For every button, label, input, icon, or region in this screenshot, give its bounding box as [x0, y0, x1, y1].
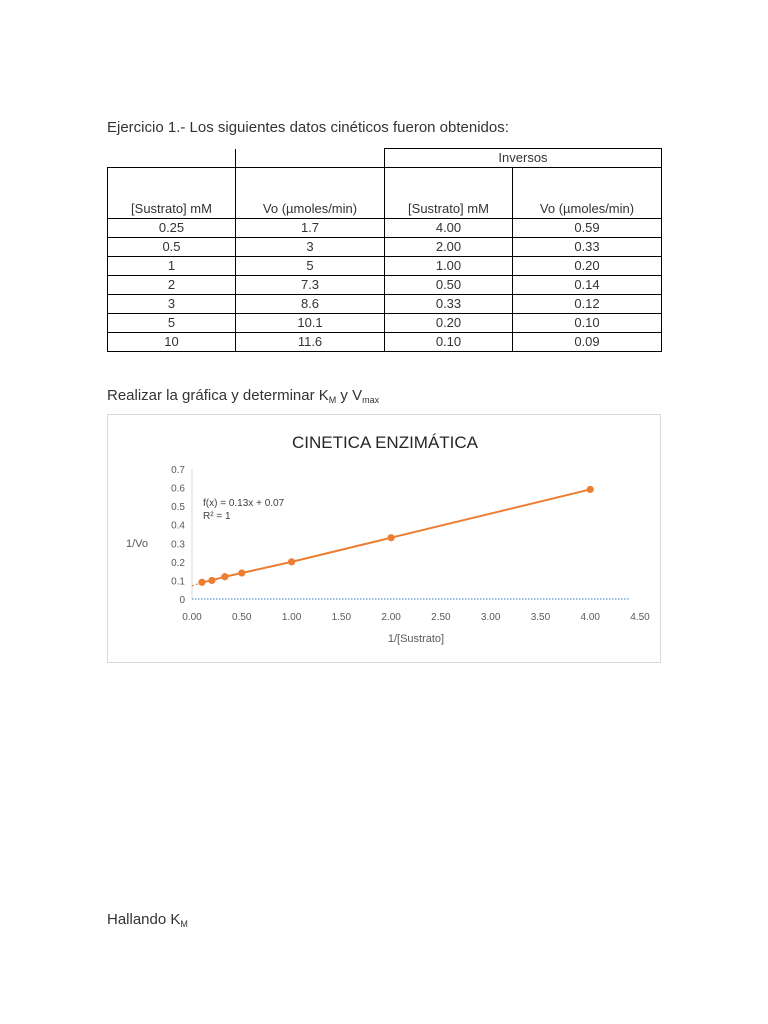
- table-cell: 0.20: [385, 314, 513, 333]
- hallando-km-heading: [107, 911, 188, 929]
- x-tick-label: 4.50: [630, 612, 650, 623]
- halla-subscript: M: [180, 919, 188, 929]
- table-cell: 0.25: [108, 219, 236, 238]
- table-cell: 0.14: [513, 276, 662, 295]
- y-axis-label: 1/Vo: [126, 538, 149, 550]
- table-blank-cell: [108, 149, 236, 168]
- x-tick-label: 0.00: [182, 612, 202, 623]
- data-point: [388, 534, 395, 541]
- table-cell: 0.50: [385, 276, 513, 295]
- table-cell: 10: [108, 333, 236, 352]
- table-cell: 0.33: [385, 295, 513, 314]
- table-blank-cell: [236, 149, 385, 168]
- vmax-subscript: max: [362, 395, 380, 405]
- table-row: [108, 333, 662, 352]
- y-tick-label: 0.3: [171, 539, 185, 551]
- x-tick-label: 4.00: [580, 612, 600, 623]
- data-point: [238, 569, 245, 576]
- y-tick-label: 0.7: [171, 465, 185, 476]
- y-tick-label: 0.6: [171, 483, 185, 495]
- table-cell: 0.59: [513, 219, 662, 238]
- data-point: [208, 577, 215, 584]
- table-cell: 1.7: [236, 219, 385, 238]
- table-cell: 0.09: [513, 333, 662, 352]
- x-tick-label: 1.50: [331, 612, 352, 623]
- col-header-inv-sustrato: [Sustrato] mM: [385, 168, 513, 219]
- y-tick-label: 0.1: [171, 576, 185, 588]
- task-middle: y V: [336, 387, 363, 404]
- chart-title: CINETICA ENZIMÁTICA: [291, 433, 479, 452]
- exercise-intro: Ejercicio 1.- Los siguientes datos cinéticos fueron obtenidos:: [107, 119, 509, 136]
- table-row: [108, 238, 662, 257]
- table-cell: 1.00: [385, 257, 513, 276]
- halla-prefix: Hallando K: [107, 911, 181, 928]
- data-point: [587, 486, 594, 493]
- x-tick-label: 1.00: [281, 612, 302, 623]
- kinetics-table: [107, 148, 662, 352]
- x-axis-label: 1/[Sustrato]: [387, 633, 445, 645]
- table-row: [108, 314, 662, 333]
- table-cell: 0.33: [513, 238, 662, 257]
- table-row: [108, 219, 662, 238]
- table-row: [108, 257, 662, 276]
- table-row: [108, 295, 662, 314]
- chart-canvas: [108, 415, 662, 664]
- table-cell: 2.00: [385, 238, 513, 257]
- table-cell: 4.00: [385, 219, 513, 238]
- table-cell: 8.6: [236, 295, 385, 314]
- table-cell: 7.3: [236, 276, 385, 295]
- table-cell: 10.1: [236, 314, 385, 333]
- table-header-row: [108, 168, 662, 219]
- table-cell: 1: [108, 257, 236, 276]
- table-cell: 5: [108, 314, 236, 333]
- inversos-header: Inversos: [385, 149, 662, 168]
- kinetics-chart: [107, 414, 661, 663]
- data-point: [198, 579, 205, 586]
- table-cell: 0.5: [108, 238, 236, 257]
- table-cell: 0.20: [513, 257, 662, 276]
- r-squared-label: R² = 1: [203, 511, 231, 522]
- task-prefix: Realizar la gráfica y determinar K: [107, 387, 329, 404]
- table-row: [108, 276, 662, 295]
- y-tick-label: 0: [179, 595, 185, 606]
- x-tick-label: 2.00: [381, 612, 401, 623]
- x-tick-label: 3.50: [530, 612, 551, 623]
- table-cell: 5: [236, 257, 385, 276]
- table-cell: 3: [236, 238, 385, 257]
- y-tick-label: 0.5: [171, 502, 185, 514]
- table-cell: 0.12: [513, 295, 662, 314]
- x-tick-label: 0.50: [232, 612, 252, 623]
- trendline-equation: f(x) = 0.13x + 0.07: [203, 498, 285, 509]
- col-header-vo: Vo (µmoles/min): [236, 168, 385, 219]
- data-point: [221, 573, 228, 580]
- table-cell: 2: [108, 276, 236, 295]
- table-cell: 0.10: [385, 333, 513, 352]
- y-tick-label: 0.4: [171, 520, 185, 532]
- x-tick-label: 2.50: [431, 612, 451, 623]
- col-header-sustrato: [Sustrato] mM: [108, 168, 236, 219]
- y-tick-label: 0.2: [171, 557, 185, 569]
- data-point: [288, 558, 295, 565]
- col-header-inv-vo: Vo (µmoles/min): [513, 168, 662, 219]
- table-group-row: [108, 149, 662, 168]
- table-cell: 0.10: [513, 314, 662, 333]
- x-tick-label: 3.00: [480, 612, 501, 623]
- task-instruction: [107, 387, 379, 405]
- table-cell: 11.6: [236, 333, 385, 352]
- km-subscript: M: [328, 395, 337, 405]
- table-cell: 3: [108, 295, 236, 314]
